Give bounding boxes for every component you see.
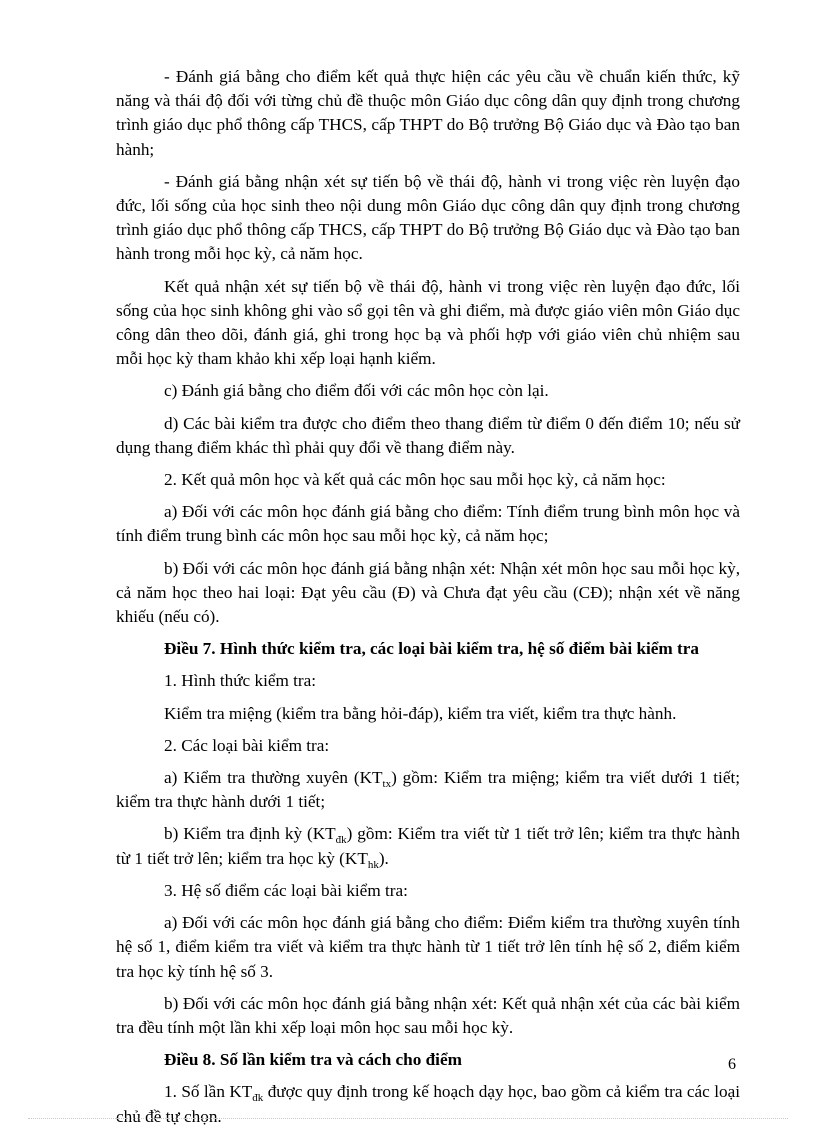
paragraph: d) Các bài kiểm tra được cho điểm theo thang điểm từ điểm 0 đến điểm 10; nếu sử dụng thang điểm khác thì phải quy đổi về thang điểm này. bbox=[116, 413, 740, 457]
paragraph: 1. Số lần $KT_{đk}$ được quy định trong kế hoạch dạy học, bao gồm cả kiểm tra các loại chủ đề tự chọn. bbox=[116, 1082, 740, 1126]
paragraph: 2. Các loại bài kiểm tra: bbox=[164, 735, 330, 755]
paragraph: 3. Hệ số điểm các loại bài kiểm tra: bbox=[164, 880, 408, 900]
paragraph: a) Đối với các môn học đánh giá bằng cho điểm: Tính điểm trung bình môn học và tính điểm trung bình các môn học sau mỗi học kỳ, cả năm học; bbox=[116, 502, 740, 546]
article-heading: Điều 7. Hình thức kiểm tra, các loại bài kiểm tra, hệ số điểm bài kiểm tra bbox=[164, 639, 699, 659]
footer-divider bbox=[28, 1118, 788, 1119]
article-heading: Điều 8. Số lần kiểm tra và cách cho điểm bbox=[164, 1050, 462, 1070]
paragraph: a) Kiểm tra thường xuyên $(KT_{tx})$ gồm: Kiểm tra miệng; kiểm tra viết dưới 1 tiết; kiểm tra thực hành dưới 1 tiết; bbox=[116, 768, 741, 812]
paragraph: 2. Kết quả môn học và kết quả các môn học sau mỗi học kỳ, cả năm học: bbox=[164, 470, 666, 490]
paragraph: a) Đối với các môn học đánh giá bằng cho điểm: Điểm kiểm tra thường xuyên tính hệ số 1, điểm kiểm tra viết và kiểm tra thực hành từ 1 tiết trở lên tính hệ số 2, điểm kiểm tra học kỳ tính hệ số 3. bbox=[116, 913, 740, 981]
paragraph: Kết quả nhận xét sự tiến bộ về thái độ, hành vi trong việc rèn luyện đạo đức, lối sống của học sinh không ghi vào sổ gọi tên và ghi điểm, mà được giáo viên môn Giáo dục công dân theo dõi, đánh giá, ghi trong học bạ và phối hợp với giáo viên chủ nhiệm sau mỗi học kỳ tham khảo khi xếp loại hạnh kiểm. bbox=[116, 276, 740, 369]
paragraph: b) Đối với các môn học đánh giá bằng nhận xét: Kết quả nhận xét của các bài kiểm tra đều tính một lần khi xếp loại môn học sau mỗi học kỳ. bbox=[116, 993, 740, 1037]
paragraph: b) Kiểm tra định kỳ $(KT_{đk})$ gồm: Kiểm tra viết từ 1 tiết trở lên; kiểm tra thực hành từ 1 tiết trở lên; kiểm tra học kỳ $(KT_{hk})$. bbox=[116, 824, 740, 871]
document-body bbox=[116, 65, 740, 1137]
paragraph: 1. Hình thức kiểm tra: bbox=[164, 671, 317, 691]
paragraph: - Đánh giá bằng nhận xét sự tiến bộ về thái độ, hành vi trong việc rèn luyện đạo đức, lối sống của học sinh theo nội dung môn Giáo dục công dân quy định trong chương trình giáo dục phổ thông cấp THCS, cấp THPT do Bộ trưởng Bộ Giáo dục và Đào tạo ban hành trong mỗi học kỳ, cả năm học. bbox=[116, 171, 740, 264]
paragraph: - Đánh giá bằng cho điểm kết quả thực hiện các yêu cầu về chuẩn kiến thức, kỹ năng và thái độ đối với từng chủ đề thuộc môn Giáo dục công dân quy định trong chương trình giáo dục phổ thông cấp THCS, cấp THPT do Bộ trưởng Bộ Giáo dục và Đào tạo ban hành; bbox=[116, 67, 740, 159]
page-number: 6 bbox=[728, 1056, 736, 1073]
paragraph: c) Đánh giá bằng cho điểm đối với các môn học còn lại. bbox=[164, 381, 549, 401]
paragraph: Kiểm tra miệng (kiểm tra bằng hỏi-đáp), kiểm tra viết, kiểm tra thực hành. bbox=[164, 703, 677, 723]
paragraph: b) Đối với các môn học đánh giá bằng nhận xét: Nhận xét môn học sau mỗi học kỳ, cả năm học theo hai loại: Đạt yêu cầu (Đ) và Chưa đạt yêu cầu (CĐ); nhận xét về năng khiếu (nếu có). bbox=[116, 558, 740, 627]
